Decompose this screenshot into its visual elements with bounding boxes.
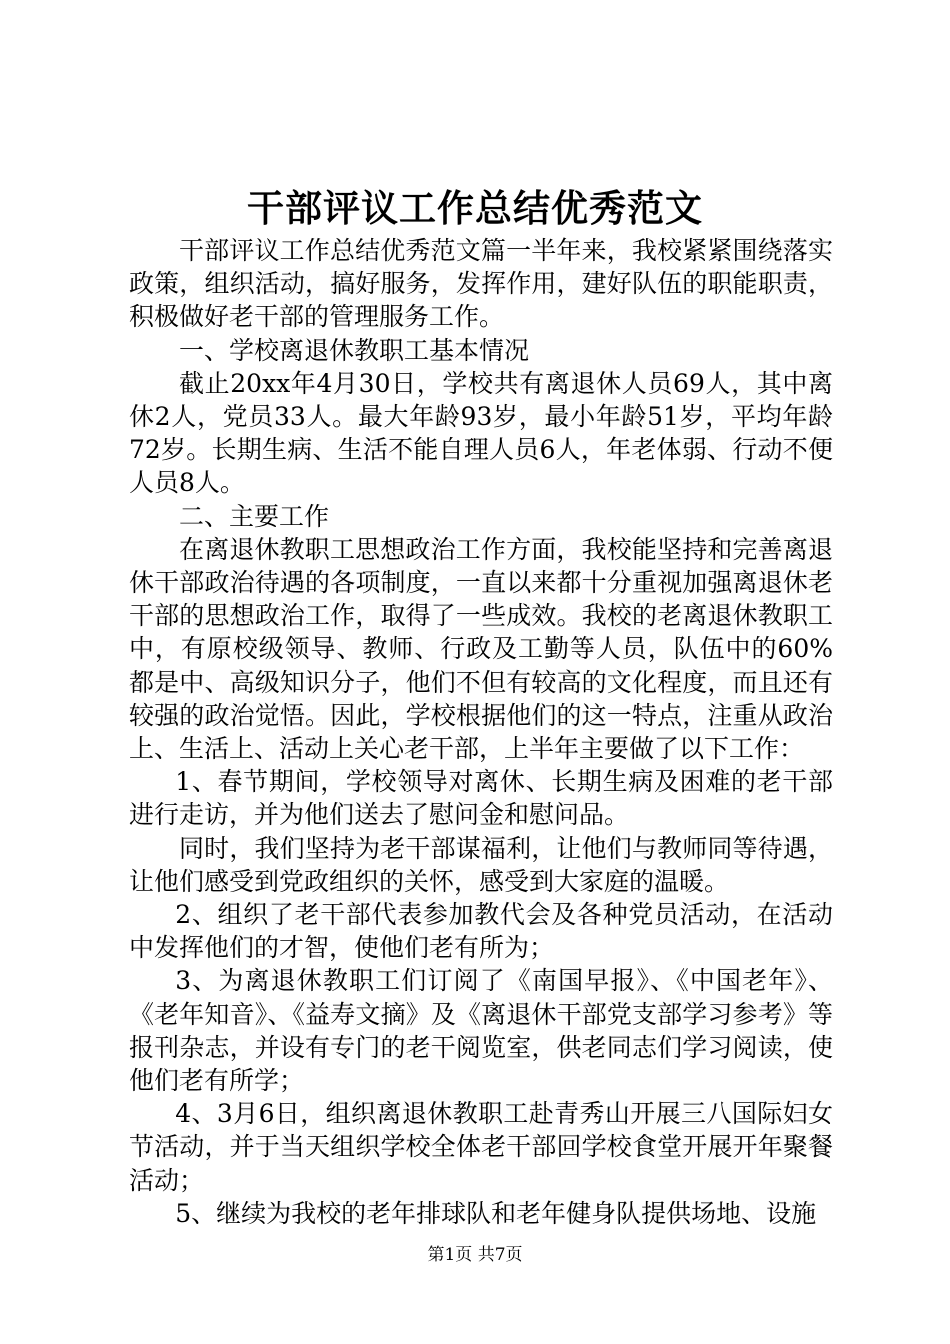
paragraph-welfare: 同时，我们坚持为老干部谋福利，让他们与教师同等待遇，让他们感受到党政组织的关怀，感受到大家庭的温暖。 [129, 833, 833, 896]
list-item-3: 3、为离退休教职工们订阅了《南国早报》、《中国老年》、《老年知音》、《益寿文摘》及《离退休干部党支部学习参考》等报刊杂志，并设有专门的老干阅览室，供老同志们学习阅读，使他们老有所学； [129, 966, 833, 1096]
list-item-2: 2、组织了老干部代表参加教代会及各种党员活动，在活动中发挥他们的才智，使他们老有所为； [129, 900, 833, 963]
document-title: 干部评议工作总结优秀范文 [247, 186, 703, 230]
paragraph-intro: 干部评议工作总结优秀范文篇一半年来，我校紧紧围绕落实政策，组织活动，搞好服务，发挥作用，建好队伍的职能职责，积极做好老干部的管理服务工作。 [129, 236, 833, 332]
section-heading-2: 二、主要工作 [179, 501, 330, 531]
page-number-footer: 第1页 共7页 [427, 1245, 523, 1265]
paragraph-basic-info: 截止20xx年4月30日，学校共有离退休人员69人，其中离休2人，党员33人。最大年龄93岁，最小年龄51岁，平均年龄72岁。长期生病、生活不能自理人员6人，年老体弱、行动不便人员8人。 [129, 368, 833, 498]
list-item-1: 1、春节期间，学校领导对离休、长期生病及困难的老干部进行走访，并为他们送去了慰问金和慰问品。 [129, 767, 833, 830]
document-body [129, 234, 833, 1230]
list-item-4: 4、3月6日，组织离退休教职工赴青秀山开展三八国际妇女节活动，并于当天组织学校全体老干部回学校食堂开展开年聚餐活动； [129, 1099, 833, 1195]
list-item-5: 5、继续为我校的老年排球队和老年健身队提供场地、设施 [175, 1198, 817, 1228]
section-heading-1: 一、学校离退休教职工基本情况 [179, 335, 530, 365]
paragraph-main-work: 在离退休教职工思想政治工作方面，我校能坚持和完善离退休干部政治待遇的各项制度，一直以来都十分重视加强离退休老干部的思想政治工作，取得了一些成效。我校的老离退休教职工中，有原校级领导、教师、行政及工勤等人员，队伍中的60%都是中、高级知识分子，他们不但有较高的文化程度，而且还有较强的政治觉悟。因此，学校根据他们的这一特点，注重从政治上、生活上、活动上关心老干部，上半年主要做了以下工作： [129, 534, 833, 764]
